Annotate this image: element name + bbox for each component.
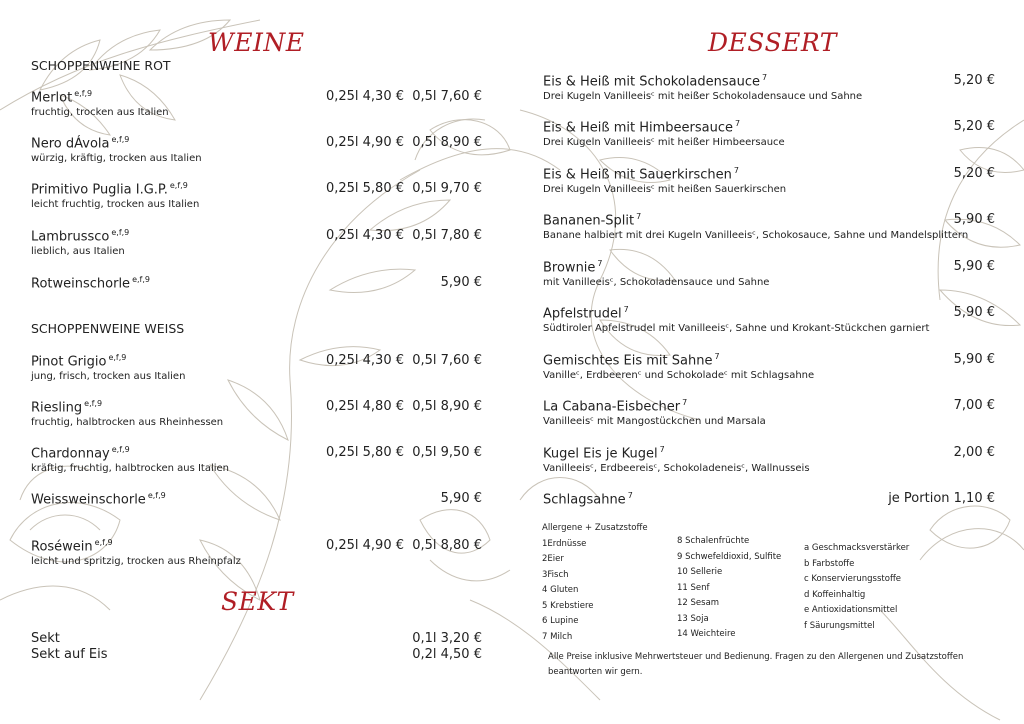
menu-item	[543, 212, 995, 241]
weine-heading: WEINE	[208, 28, 305, 57]
allergen-item: 4 Gluten	[542, 585, 579, 595]
allergen-item: 9 Schwefeldioxid, Sulfite	[677, 551, 782, 562]
menu-item	[31, 89, 486, 118]
item-allergens: e,f,9	[132, 275, 150, 284]
item-description: jung, frisch, trocken aus Italien	[31, 371, 186, 383]
item-description: Drei Kugeln Vanilleeisᶜ mit heißer Schokoladensauce und Sahne	[543, 91, 863, 103]
menu-item	[31, 445, 486, 474]
item-description: leicht fruchtig, trocken aus Italien	[31, 199, 200, 211]
price-large: 0,5l 7,60 €	[412, 353, 482, 368]
red-wine-section-title: SCHOPPENWEINE ROT	[31, 58, 171, 73]
price-large: 5,90 €	[440, 491, 482, 506]
additive-item: c Konservierungsstoffe	[804, 574, 902, 584]
item-description: fruchtig, trocken aus Italien	[31, 107, 169, 119]
price: 0,1l 3,20 €	[412, 631, 482, 646]
sekt-item	[31, 631, 486, 646]
item-allergens: e,f,9	[111, 445, 130, 454]
item-description: würzig, kräftig, trocken aus Italien	[31, 153, 202, 165]
menu-item	[31, 135, 486, 164]
price-small: 0,25l 5,80 €	[325, 445, 404, 460]
item-allergens: e,f,9	[111, 135, 130, 144]
menu-item	[31, 275, 486, 291]
menu-item	[31, 228, 486, 257]
item-allergens: 7	[682, 398, 688, 407]
item-name: Nero dÁvola	[31, 136, 110, 152]
white-wine-section-title: SCHOPPENWEINE WEISS	[31, 321, 185, 336]
item-name: Kugel Eis je Kugel	[543, 446, 658, 462]
dessert-heading: DESSERT	[708, 28, 837, 57]
price: 5,20 €	[953, 73, 995, 88]
item-allergens: e,f,9	[108, 353, 127, 362]
price-large: 0,5l 9,50 €	[412, 445, 482, 460]
menu-item	[31, 538, 486, 567]
item-allergens: 7	[659, 445, 665, 454]
allergen-item: 5 Krebstiere	[542, 600, 594, 611]
allergen-item: 1Erdnüsse	[542, 538, 587, 549]
item-description: kräftig, fruchtig, halbtrocken aus Italien	[31, 463, 230, 475]
price: 2,00 €	[953, 445, 995, 460]
item-allergens: 7	[714, 352, 720, 361]
allergen-item: 13 Soja	[677, 613, 709, 624]
price-large: 0,5l 8,80 €	[412, 538, 482, 553]
price-small: 0,25l 5,80 €	[325, 181, 404, 196]
menu-item	[543, 166, 995, 195]
menu-item	[543, 119, 995, 148]
item-name: Eis & Heiß mit Himbeersauce	[543, 120, 733, 136]
menu-item	[543, 491, 995, 507]
price: 5,90 €	[953, 305, 995, 320]
item-allergens: 7	[734, 119, 741, 128]
allergen-item: 14 Weichteire	[677, 629, 736, 639]
price-large: 0,5l 8,90 €	[412, 399, 482, 414]
price-large: 0,5l 8,90 €	[412, 135, 482, 150]
item-allergens: e,f,9	[111, 228, 130, 237]
item-name: Apfelstrudel	[543, 306, 622, 322]
item-description: Drei Kugeln Vanilleeisᶜ mit heißen Sauerkirschen	[543, 184, 787, 196]
allergen-item: 6 Lupine	[542, 616, 579, 626]
item-allergens: e,f,9	[84, 399, 103, 408]
item-allergens: e,f,9	[94, 538, 113, 547]
item-name: Primitivo Puglia I.G.P.	[31, 182, 168, 198]
price-large: 0,5l 7,60 €	[412, 89, 482, 104]
menu-item	[543, 73, 995, 102]
item-description: Vanilleeisᶜ mit Mangostückchen und Marsala	[543, 416, 766, 428]
item-description: Südtiroler Apfelstrudel mit Vanilleeisᶜ, Sahne und Krokant-Stückchen garniert	[543, 323, 930, 335]
sekt-heading: SEKT	[221, 587, 294, 616]
additive-item: e Antioxidationsmittel	[804, 605, 898, 615]
item-name: Sekt	[31, 631, 60, 646]
item-allergens: 7	[636, 212, 642, 221]
item-description: fruchtig, halbtrocken aus Rheinhessen	[31, 417, 224, 429]
additive-item: a Geschmacksverstärker	[804, 543, 910, 553]
allergen-item: 10 Sellerie	[677, 567, 723, 577]
menu-item	[31, 353, 486, 382]
allergen-item: 2Eier	[542, 554, 564, 564]
allergen-item: 7 Milch	[542, 631, 573, 642]
price: 5,20 €	[953, 119, 995, 134]
item-name: Sekt auf Eis	[31, 647, 108, 662]
item-allergens: 7	[597, 259, 603, 268]
price: 7,00 €	[953, 398, 995, 413]
price-small: 0,25l 4,80 €	[325, 399, 404, 414]
item-name: Merlot	[31, 90, 73, 106]
price: 5,20 €	[953, 166, 995, 181]
item-name: Eis & Heiß mit Schokoladensauce	[543, 74, 761, 90]
price: 5,90 €	[953, 212, 995, 227]
price: 0,2l 4,50 €	[412, 647, 482, 662]
item-name: Rotweinschorle	[31, 276, 131, 292]
price: je Portion 1,10 €	[888, 491, 995, 506]
sekt-item	[31, 647, 486, 662]
allergen-item: 8 Schalenfrüchte	[677, 536, 750, 546]
additive-item: b Farbstoffe	[804, 558, 855, 569]
item-name: Eis & Heiß mit Sauerkirschen	[543, 167, 732, 183]
item-allergens: 7	[733, 166, 739, 175]
item-description: Vanilleᶜ, Erdbeerenᶜ und Schokoladeᶜ mit Schlagsahne	[543, 370, 815, 382]
price-small: 0,25l 4,90 €	[325, 538, 404, 553]
allergen-list	[542, 521, 648, 645]
item-name: La Cabana-Eisbecher	[543, 399, 681, 415]
item-allergens: e,f,9	[169, 181, 188, 190]
item-description: Banane halbiert mit drei Kugeln Vanilleeisᶜ, Schokosauce, Sahne und Mandelsplittern	[543, 230, 969, 242]
price-small: 0,25l 4,30 €	[325, 353, 404, 368]
item-name: Schlagsahne	[543, 492, 626, 508]
additive-item: f Säurungsmittel	[804, 620, 875, 631]
item-description: Drei Kugeln Vanilleeisᶜ mit heißer Himbeersauce	[543, 137, 785, 149]
menu-item	[543, 445, 995, 474]
item-allergens: 7	[762, 73, 768, 82]
item-name: Pinot Grigio	[31, 354, 107, 370]
additive-list	[804, 541, 909, 634]
item-allergens: 7	[623, 305, 629, 314]
item-name: Gemischtes Eis mit Sahne	[543, 353, 713, 369]
dessert-menu-page	[512, 0, 1024, 724]
item-description: Vanilleeisᶜ, Erdbeereisᶜ, Schokoladeneisᶜ, Wallnusseis	[543, 463, 810, 475]
item-allergens: e,f,9	[74, 89, 93, 98]
allergen-item: 3Fisch	[542, 569, 569, 580]
menu-item	[543, 352, 995, 381]
price-large: 0,5l 9,70 €	[412, 181, 482, 196]
item-allergens: e,f,9	[147, 491, 166, 500]
item-name: Bananen-Split	[543, 213, 635, 229]
item-description: mit Vanilleeisᶜ, Schokoladensauce und Sahne	[543, 277, 770, 289]
menu-item	[543, 305, 995, 334]
item-name: Riesling	[31, 400, 83, 416]
item-allergens: 7	[627, 491, 633, 500]
item-name: Brownie	[543, 260, 596, 276]
item-description: leicht und spritzig, trocken aus Rheinpfalz	[31, 556, 241, 568]
price-footnote: Alle Preise inklusive Mehrwertsteuer und Bedienung. Fragen zu den Allergenen und Zusatzstoffen beantworten wir gern.	[548, 652, 964, 677]
price: 5,90 €	[953, 259, 995, 274]
menu-item	[31, 181, 486, 210]
price-large: 0,5l 7,80 €	[412, 228, 482, 243]
item-name: Lambrussco	[31, 229, 110, 245]
menu-item	[543, 259, 995, 288]
price-large: 5,90 €	[440, 275, 482, 290]
allergen-item: 12 Sesam	[677, 598, 720, 608]
item-name: Roséwein	[31, 539, 93, 555]
additive-item: d Koffeinhaltig	[804, 589, 866, 600]
item-name: Chardonnay	[31, 446, 110, 462]
item-name: Weissweinschorle	[31, 492, 146, 508]
price-small: 0,25l 4,30 €	[325, 89, 404, 104]
menu-item	[31, 491, 486, 507]
allergen-item: 11 Senf	[677, 582, 710, 593]
menu-item	[31, 399, 486, 428]
menu-item	[543, 398, 995, 427]
allergen-title: Allergene + Zusatzstoffe	[542, 523, 648, 533]
price: 5,90 €	[953, 352, 995, 367]
price-small: 0,25l 4,30 €	[325, 228, 404, 243]
price-small: 0,25l 4,90 €	[325, 135, 404, 150]
item-description: lieblich, aus Italien	[31, 246, 125, 258]
allergen-list	[677, 534, 781, 643]
